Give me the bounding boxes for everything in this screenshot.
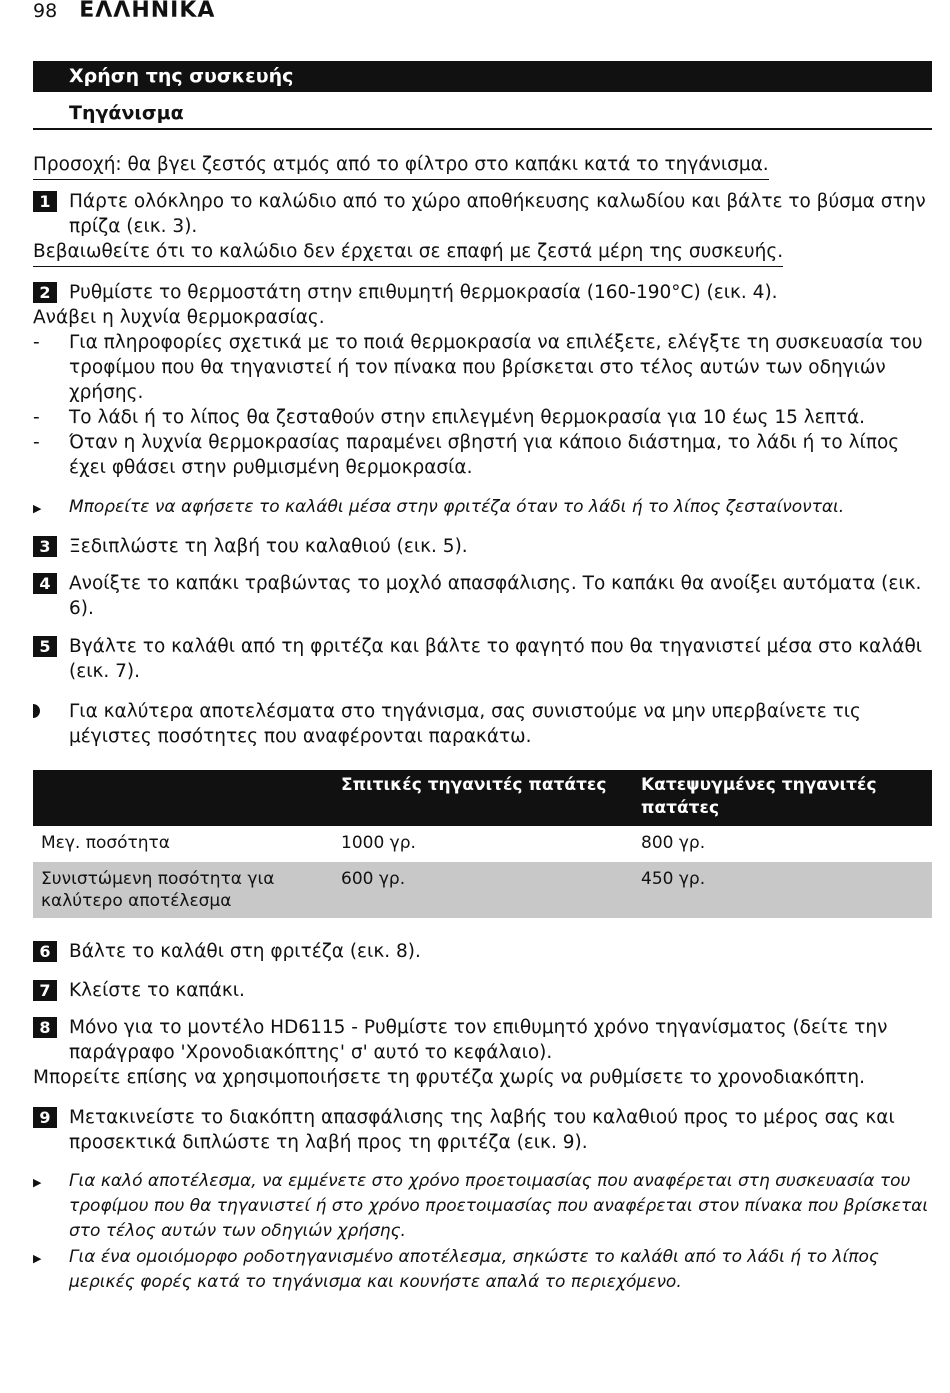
step-text: Κλείστε το καπάκι. <box>69 980 245 1001</box>
half-disc-icon <box>33 704 40 718</box>
tip-2: ▶ Για καλό αποτέλεσμα, να εμμένετε στο χρόνο προετοιμασίας που αναφέρεται στη συσκευασία του τροφίμου που θα τηγανιστεί ή στο χρόνο προετοιμασίας που αναφέρεται στον πίνακα που βρίσκεται στο τέλος αυτών των οδηγιών χρήσης. <box>33 1169 932 1244</box>
table-row <box>33 862 932 918</box>
step-3 <box>33 534 932 559</box>
dash-note: - Το λάδι ή το λίπος θα ζεσταθούν στην επιλεγμένη θερμοκρασία για 10 έως 15 λεπτά. <box>33 407 866 428</box>
table-cell: Συνιστώμενη ποσότητα για καλύτερο αποτέλεσμα <box>33 862 333 918</box>
tip-1: ▶ Μπορείτε να αφήσετε το καλάθι μέσα στην φριτέζα όταν το λάδι ή το λίπος ζεσταίνονται. <box>33 495 932 521</box>
table-row <box>33 826 932 862</box>
step-8 <box>33 1015 932 1090</box>
step-4 <box>33 571 932 621</box>
table-header: Σπιτικές τηγανιτές πατάτες <box>333 770 633 826</box>
hint: Για καλύτερα αποτελέσματα στο τηγάνισμα, σας συνιστούμε να μην υπερβαίνετε τις μέγιστες ποσότητες που αναφέρονται παρακάτω. <box>33 699 932 749</box>
step-text: Ρυθμίστε το θερμοστάτη στην επιθυμητή θερμοκρασία (160-190°C) (εικ. 4). <box>69 282 778 303</box>
step-number: 9 <box>33 1107 57 1128</box>
right-triangle-icon: ▶ <box>33 1176 42 1189</box>
subsection-title: Τηγάνισμα <box>33 97 932 130</box>
step-2 <box>33 280 932 480</box>
step-note: Βεβαιωθείτε ότι το καλώδιο δεν έρχεται σε επαφή με ζεστά μέρη της συσκευής. <box>33 239 783 267</box>
page-number: 98 <box>33 0 58 22</box>
step-number: 5 <box>33 636 57 657</box>
section-title: Χρήση της συσκευής <box>33 61 932 92</box>
table-cell: 1000 γρ. <box>341 833 416 853</box>
step-text: Πάρτε ολόκληρο το καλώδιο από το χώρο αποθήκευσης καλωδίου και βάλτε το βύσμα στην πρίζα (εικ. 3). <box>69 191 926 237</box>
right-triangle-icon: ▶ <box>33 502 42 515</box>
step-note: Μπορείτε επίσης να χρησιμοποιήσετε τη φρυτέζα χωρίς να ρυθμίσετε το χρονοδιακόπτη. <box>33 1067 866 1088</box>
tip-3: ▶ Για ένα ομοιόμορφο ροδοτηγανισμένο αποτέλεσμα, σηκώστε το καλάθι από το λάδι ή το λίπος μερικές φορές κατά το τηγάνισμα και κουνήστε απαλά το περιεχόμενο. <box>33 1245 932 1295</box>
table-header <box>33 770 333 826</box>
step-text: Βγάλτε το καλάθι από τη φριτέζα και βάλτε το φαγητό που θα τηγανιστεί μέσα στο καλάθι (εικ. 7). <box>69 636 923 682</box>
step-text: Ξεδιπλώστε τη λαβή του καλαθιού (εικ. 5). <box>69 536 468 557</box>
step-number: 1 <box>33 191 57 212</box>
table-header: Κατεψυγμένες τηγανιτές πατάτες <box>633 770 932 826</box>
step-number: 7 <box>33 980 57 1001</box>
step-5 <box>33 634 932 684</box>
quantity-table <box>33 770 932 918</box>
right-triangle-icon: ▶ <box>33 1252 42 1265</box>
step-7 <box>33 978 932 1003</box>
step-number: 8 <box>33 1017 57 1038</box>
step-9 <box>33 1105 932 1155</box>
dash-note: - Για πληροφορίες σχετικά με το ποιά θερμοκρασία να επιλέξετε, ελέγξτε τη συσκευασία του τροφίμου που θα τηγανιστεί ή τον πίνακα που βρίσκεται στο τέλος αυτών των οδηγιών χρήσης. <box>33 332 923 403</box>
step-number: 2 <box>33 282 57 303</box>
dash-note: - Όταν η λυχνία θερμοκρασίας παραμένει σβηστή για κάποιο διάστημα, το λάδι ή το λίπος έχει φθάσει στην ρυθμισμένη θερμοκρασία. <box>33 432 900 478</box>
table-cell: Μεγ. ποσότητα <box>41 833 170 853</box>
page-header <box>33 0 215 24</box>
step-text: Βάλτε το καλάθι στη φριτέζα (εικ. 8). <box>69 941 421 962</box>
warning-text: Προσοχή: θα βγει ζεστός ατμός από το φίλτρο στο καπάκι κατά το τηγάνισμα. <box>33 152 932 180</box>
language-label: ΕΛΛΗΝΙΚΑ <box>79 0 216 23</box>
table-cell: 450 γρ. <box>633 862 932 918</box>
table-cell: 600 γρ. <box>333 862 633 918</box>
step-text: Μετακινείστε το διακόπτη απασφάλισης της λαβής του καλαθιού προς το μέρος σας και προσεκτικά διπλώστε τη λαβή προς τη φριτέζα (εικ. 9). <box>69 1107 895 1153</box>
step-number: 4 <box>33 573 57 594</box>
table-cell: 800 γρ. <box>641 833 706 853</box>
step-text: Ανοίξτε το καπάκι τραβώντας το μοχλό απασφάλισης. Το καπάκι θα ανοίξει αυτόματα (εικ. 6). <box>69 573 922 619</box>
step-text: Μόνο για το μοντέλο HD6115 - Ρυθμίστε τον επιθυμητό χρόνο τηγανίσματος (δείτε την παράγραφο 'Χρονοδιακόπτης' σ' αυτό το κεφάλαιο). <box>69 1017 888 1063</box>
step-1 <box>33 189 932 267</box>
step-number: 6 <box>33 941 57 962</box>
step-6 <box>33 939 932 964</box>
step-note: Ανάβει η λυχνία θερμοκρασίας. <box>33 307 325 328</box>
step-number: 3 <box>33 536 57 557</box>
